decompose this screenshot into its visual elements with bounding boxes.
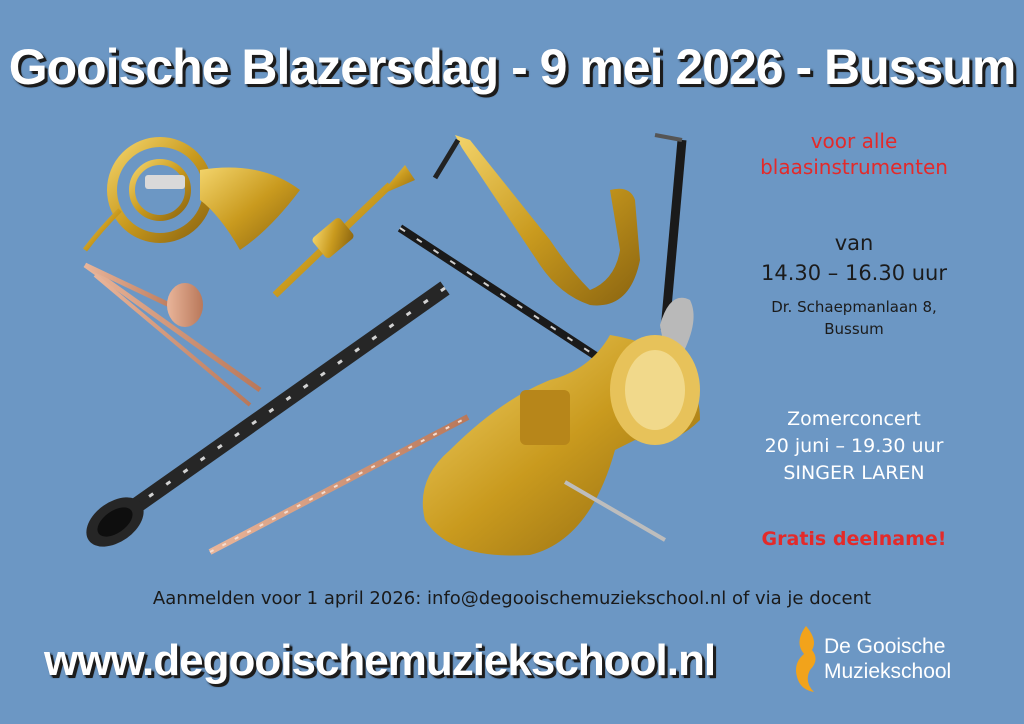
clarinet-icon — [77, 288, 445, 557]
tagline-line-2: blaasinstrumenten — [760, 155, 948, 179]
trombone-icon — [85, 265, 260, 405]
page-title: Gooische Blazersdag - 9 mei 2026 - Bussum — [8, 39, 1016, 95]
free-participation: Gratis deelname! — [761, 528, 947, 550]
school-logo — [790, 624, 1000, 694]
time-range: 14.30 – 16.30 uur — [760, 261, 948, 285]
instruments-illustration — [70, 120, 710, 570]
registration-text: Aanmelden voor 1 april 2026: info@degooischemuziekschool.nl of via je docent — [152, 588, 872, 609]
logo-line-2: Muziekschool — [824, 660, 952, 683]
address-line-2: Bussum — [824, 320, 884, 338]
address-line-1: Dr. Schaepmanlaan 8, — [771, 298, 937, 316]
concert-location: SINGER LAREN — [783, 462, 925, 484]
website-link[interactable]: www.degooischemuziekschool.nl — [44, 636, 716, 685]
tuba-icon — [423, 335, 700, 556]
bass-clarinet-icon — [655, 135, 694, 356]
trumpet-icon — [275, 165, 415, 295]
french-horn-icon — [85, 142, 300, 250]
logo-line-1: De Gooische — [824, 635, 946, 658]
concert-title: Zomerconcert — [787, 408, 921, 430]
concert-date: 20 juni – 19.30 uur — [764, 435, 944, 457]
saxophone-icon — [435, 135, 640, 305]
tagline-line-1: voor alle — [810, 129, 898, 153]
time-label: van — [834, 231, 874, 255]
flame-icon — [790, 624, 826, 694]
